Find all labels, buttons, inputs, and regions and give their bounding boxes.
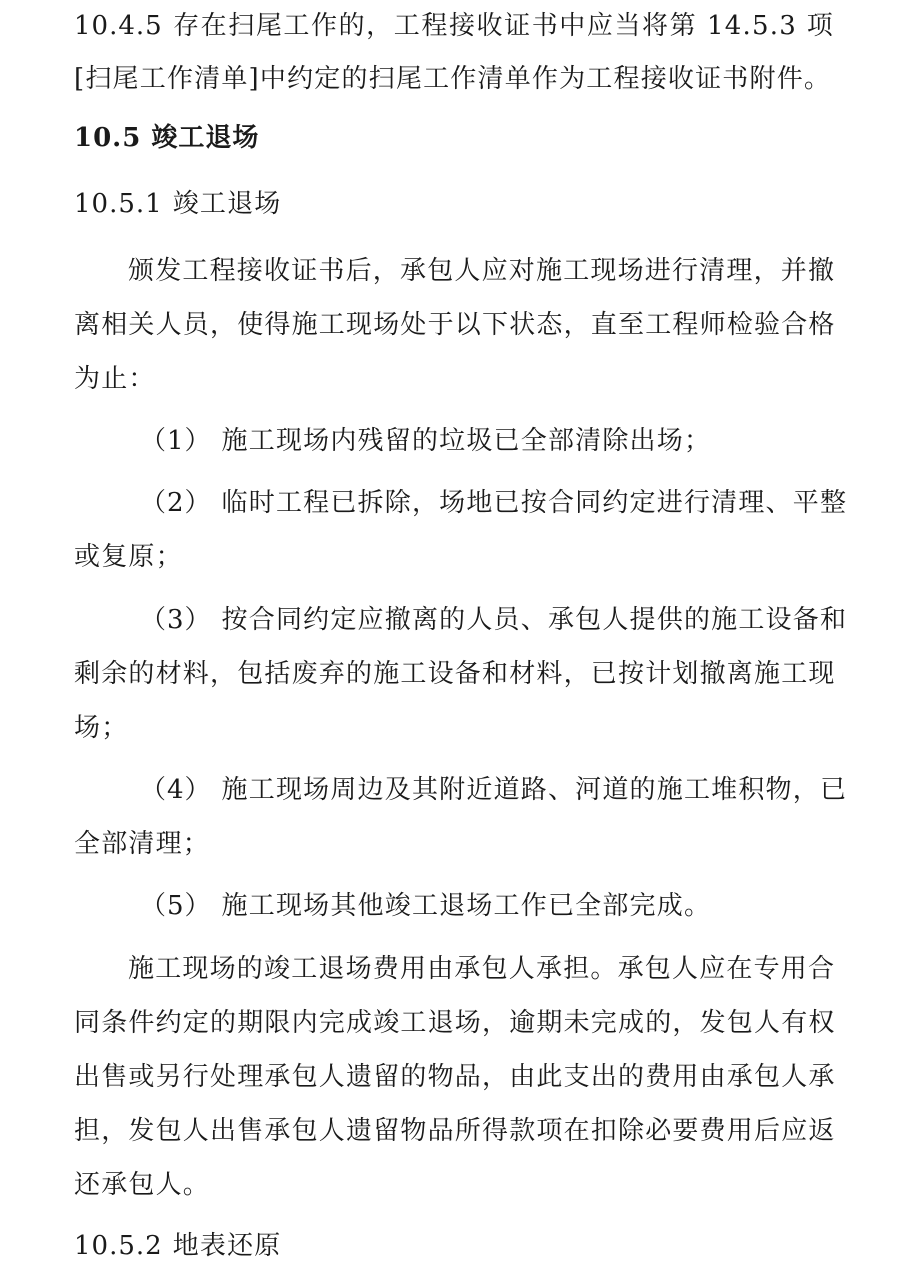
clause-10-5-2-heading — [74, 1229, 834, 1263]
list-item-4-text-2: 全部清理； — [74, 829, 211, 859]
clause-10-5-2-title: 地表还原 — [172, 1231, 282, 1261]
list-item-3-label: （3） — [140, 605, 212, 635]
list-item-1 — [140, 424, 830, 458]
closing-line-1: 施工现场的竣工退场费用由承包人承担。承包人应在专用合 — [128, 954, 836, 984]
section-10-5-number: 10.5 — [74, 123, 142, 153]
list-item-5-label: （5） — [140, 891, 212, 921]
section-10-5-title: 竣工退场 — [151, 123, 260, 153]
clause-10-4-5-line-2: [扫尾工作清单]中约定的扫尾工作清单作为工程接收证书附件。 — [74, 64, 832, 94]
list-item-2 — [140, 486, 848, 520]
intro-line-1: 颁发工程接收证书后，承包人应对施工现场进行清理，并撤 — [128, 256, 836, 286]
list-item-2-text-1: 临时工程已拆除，场地已按合同约定进行清理、平整 — [221, 488, 848, 518]
list-item-3 — [140, 603, 848, 637]
list-item-4-text-1: 施工现场周边及其附近道路、河道的施工堆积物，已 — [221, 775, 848, 805]
closing-line-3: 出售或另行处理承包人遗留的物品，由此支出的费用由承包人承 — [74, 1062, 836, 1092]
list-item-3-text-1: 按合同约定应撤离的人员、承包人提供的施工设备和 — [221, 605, 848, 635]
section-10-5-heading — [74, 121, 834, 155]
list-item-5-text: 施工现场其他竣工退场工作已全部完成。 — [221, 891, 712, 921]
clause-10-5-2-number: 10.5.2 — [74, 1231, 163, 1261]
list-item-2-label: （2） — [140, 488, 212, 518]
clause-10-4-5-text-1: 存在扫尾工作的，工程接收证书中应当将第 14.5.3 项 — [172, 11, 834, 41]
closing-line-4: 担，发包人出售承包人遗留物品所得款项在扣除必要费用后应返 — [74, 1116, 836, 1146]
closing-line-2: 同条件约定的期限内完成竣工退场，逾期未完成的，发包人有权 — [74, 1008, 836, 1038]
list-item-1-text: 施工现场内残留的垃圾已全部清除出场； — [221, 426, 712, 456]
intro-line-3: 为止： — [74, 364, 156, 394]
list-item-2-text-2: 或复原； — [74, 542, 183, 572]
list-item-4-label: （4） — [140, 775, 212, 805]
closing-line-5: 还承包人。 — [74, 1170, 211, 1200]
list-item-1-label: （1） — [140, 426, 212, 456]
clause-10-5-1-heading — [74, 187, 834, 221]
list-item-3-text-3: 场； — [74, 713, 129, 743]
clause-10-5-1-number: 10.5.1 — [74, 189, 163, 219]
list-item-3-text-2: 剩余的材料，包括废弃的施工设备和材料，已按计划撤离施工现 — [74, 659, 836, 689]
clause-10-5-1-title: 竣工退场 — [172, 189, 282, 219]
clause-10-4-5-line-1 — [74, 9, 834, 43]
list-item-5 — [140, 889, 830, 923]
clause-10-4-5-number: 10.4.5 — [74, 11, 163, 41]
intro-line-2: 离相关人员，使得施工现场处于以下状态，直至工程师检验合格 — [74, 310, 836, 340]
list-item-4 — [140, 773, 848, 807]
